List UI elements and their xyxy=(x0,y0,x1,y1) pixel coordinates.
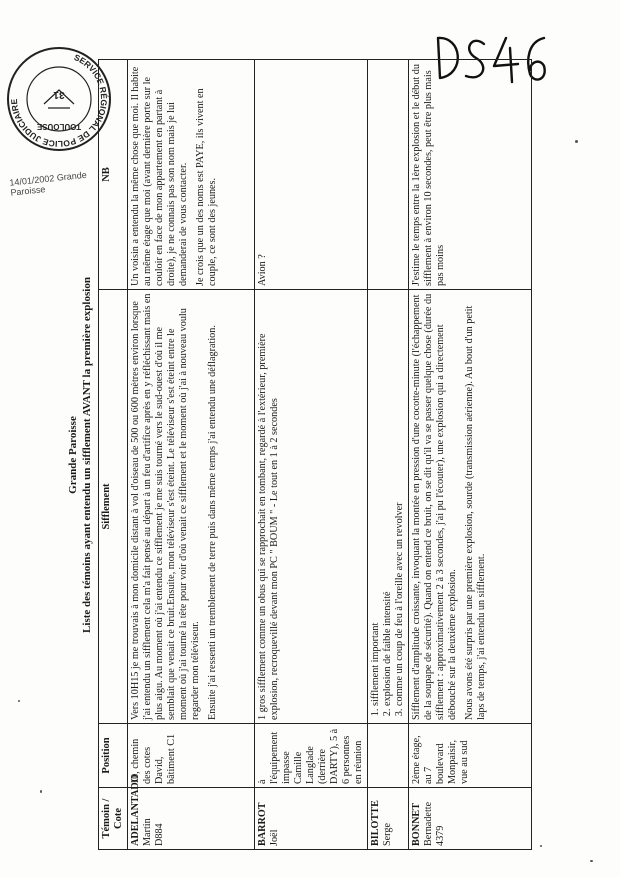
witness-cell xyxy=(409,788,532,850)
table-row xyxy=(128,60,255,850)
sifflement-cell xyxy=(128,290,255,724)
witness-first-name: Martin xyxy=(142,818,153,846)
table-header-row xyxy=(99,60,128,850)
witness-cell xyxy=(255,788,368,850)
sifflement-cell xyxy=(255,290,368,724)
document-title: Grande Paroisse xyxy=(67,416,79,494)
col-header-position: Position xyxy=(99,724,128,788)
list-item: 1. sifflement important xyxy=(370,293,382,706)
position-cell xyxy=(368,724,409,788)
witness-cell xyxy=(128,774,255,850)
witness-cell xyxy=(368,788,409,850)
witness-last-name: ADELANTADO xyxy=(130,774,141,846)
position-cell: 10, chemin des cotes David, bâtiment C1 xyxy=(128,724,255,788)
nb-text: J'estime le temps entre la 1ère explosion et le début du sifflement à environ 10 secondes, peut être plus mais pas moins xyxy=(411,64,446,286)
witness-ref: D884 xyxy=(154,823,165,846)
table-row xyxy=(368,60,409,850)
list-item: 2. explosion de faible intensité xyxy=(382,293,394,706)
witness-first-name: Serge xyxy=(382,822,393,846)
stamp-dept: 31 xyxy=(53,89,65,100)
witness-first-name: Bernadette xyxy=(423,801,434,846)
nb-text: Je crois que un des noms est PAYE, ils vivent en couple, ce sont des jeunes. xyxy=(195,88,218,286)
rotated-document xyxy=(66,60,546,850)
table-row xyxy=(255,60,368,850)
scan-speck xyxy=(590,860,593,862)
witness-last-name: BONNET xyxy=(411,802,422,846)
sifflement-cell xyxy=(409,290,532,724)
witness-last-name: BARROT xyxy=(257,802,268,846)
document-subtitle: Liste des témoins ayant entendu un sifflement AVANT la première explosion xyxy=(81,277,93,633)
scan-speck xyxy=(18,700,20,702)
position-cell: 2ème étage, au 7 boulevard Monpaisir, vue au sud xyxy=(409,724,532,788)
witness-first-name: Joël xyxy=(269,829,280,846)
witness-ref: 4379 xyxy=(435,825,446,846)
nb-cell xyxy=(409,60,532,290)
sifflement-list xyxy=(370,293,406,720)
nb-cell xyxy=(128,60,255,290)
nb-cell xyxy=(255,60,368,290)
sifflement-text: 1 gros sifflement comme un obus qui se rapprochait en tombant, regardé à l'extérieur, première explosion, recroquevillé devant mon PC " BOUM " - Le tout en 1 à 2 secondes xyxy=(257,333,280,720)
col-header-nb: NB xyxy=(99,60,128,290)
nb-text: Un voisin a entendu la même chose que moi. Il habite au même étage que moi (avant dernière porte sur le couloir en face de mon appartement en partant à droite), je ne connais pas son nom mais je lui demanderai de vous contacter. xyxy=(130,66,189,286)
witness-last-name: BILOTTE xyxy=(370,800,381,846)
document-header xyxy=(66,60,94,850)
nb-text: Avion ? xyxy=(257,254,268,286)
stamp-ring-text: SERVICE RÉGIONAL DE POLICE JUDICIAIRE xyxy=(8,52,110,150)
nb-cell xyxy=(368,60,409,290)
list-item: 3. comme un coup de feu à l'oreille avec un revolver xyxy=(394,293,406,706)
margin-note: 14/01/2002 Grande Paroisse xyxy=(8,169,88,198)
sifflement-text: Ensuite j'ai ressenti un tremblement de terre puis dans même temps j'ai entendu une déflagration. xyxy=(207,325,218,720)
position-cell: à l'équipement impasse Camille Langlade (derrière DARTY), 5 à 6 personnes en réunion xyxy=(255,724,368,788)
sifflement-cell xyxy=(368,290,409,724)
scan-speck xyxy=(575,140,578,143)
sifflement-text: Vers 10H15 je me trouvais à mon domicile distant à vol d'oiseau de 500 ou 600 mètres environ lorsque j'ai entendu un sifflement cela m'a fait pensé au départ à un feu d'artifice après en y réfléchissant mais en plus aigu. Au moment où j'ai entendu ce sifflement je me suis tourné vers le sud-ouest d'où il me semblait que venait ce bruit.Ensuite, mon téléviseur s'est éteint. Le téléviseur s'est éteint entre le moment où j'ai tourné la tête pour voir d'où venait ce sifflement et le moment où j'ai à nouveau voulu regarder mon téléviseur. xyxy=(130,293,201,720)
stamp-city: TOULOUSE xyxy=(36,122,82,131)
scan-speck xyxy=(40,790,42,793)
sifflement-text: Sifflement d'amplitude croissante, invoquant la montée en pression d'une cocotte-minute (l'échappement de la soupape de sécurité). Quand on entend ce bruit, on se dit qu'il va se passer quelque chose (durée du sifflement : approximativement 2 à 3 secondes, j'ai pu l'écouter), une explosion qui a directement débouché sur la deuxième explosion. xyxy=(411,293,458,720)
table-row xyxy=(409,60,532,850)
sifflement-text: Nous avons été surpris par une première explosion, sourde (transmission aérienne). Au bout d'un petit laps de temps, j'ai entendu un sifflement. xyxy=(464,305,487,720)
col-header-witness: Témoin / Cote xyxy=(99,788,128,850)
witness-table xyxy=(98,59,532,850)
col-header-sifflement: Sifflement xyxy=(99,290,128,724)
